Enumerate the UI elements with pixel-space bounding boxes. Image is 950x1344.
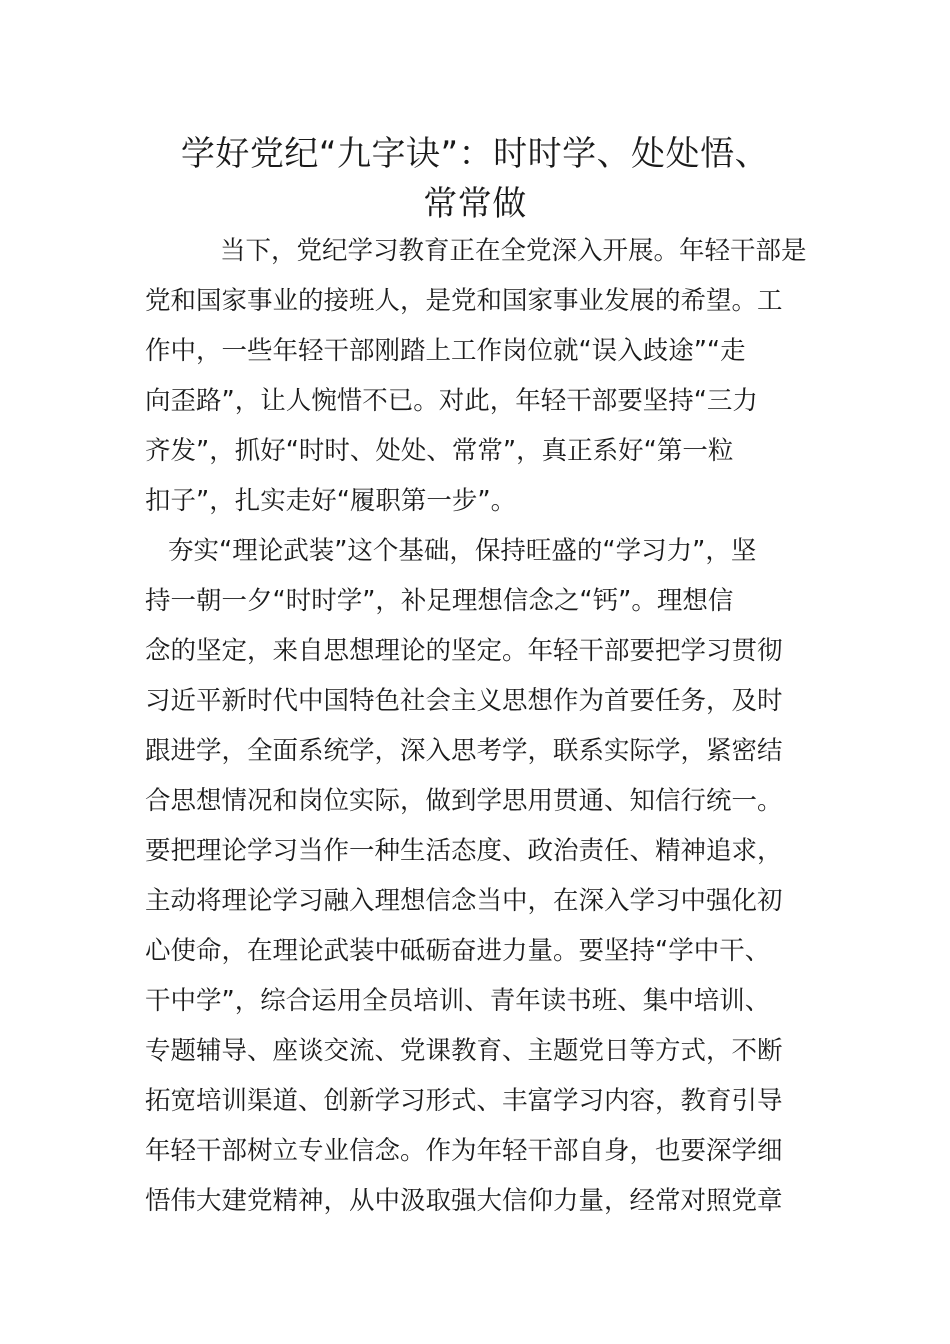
body-line: 拓宽培训渠道、创新学习形式、丰富学习内容，教育引导 (145, 1086, 783, 1116)
body-line: 向歪路”，让人惋惜不已。对此，年轻干部要坚持“三力 (145, 386, 758, 416)
body-line: 心使命，在理论武装中砥砺奋进力量。要坚持“学中干、 (145, 936, 771, 966)
body-line: 持一朝一夕“时时学”，补足理想信念之“钙”。理想信 (145, 586, 734, 616)
body-line: 悟伟大建党精神，从中汲取强大信仰力量，经常对照党章 (145, 1186, 783, 1216)
body-line: 专题辅导、座谈交流、党课教育、主题党日等方式，不断 (145, 1036, 783, 1066)
body-line: 念的坚定，来自思想理论的坚定。年轻干部要把学习贯彻 (145, 636, 783, 666)
body-line: 作中，一些年轻干部刚踏上工作岗位就“误入歧途”“走 (145, 336, 746, 366)
body-line: 党和国家事业的接班人，是党和国家事业发展的希望。工 (145, 286, 783, 316)
body-line: 齐发”，抓好“时时、处处、常常”，真正系好“第一粒 (145, 436, 734, 466)
body-line: 扣子”，扎实走好“履职第一步”。 (145, 486, 517, 516)
body-line: 主动将理论学习融入理想信念当中，在深入学习中强化初 (145, 886, 783, 916)
body-line: 合思想情况和岗位实际，做到学思用贯通、知信行统一。 (145, 786, 783, 816)
body-line: 要把理论学习当作一种生活态度、政治责任、精神追求， (145, 836, 783, 866)
document-title-line-2: 常常做 (423, 184, 527, 224)
body-line: 夯实“理论武装”这个基础，保持旺盛的“学习力”，坚 (168, 536, 757, 566)
document-title-line-1: 学好党纪“九字诀”：时时学、处处悟、 (180, 134, 770, 174)
body-line: 跟进学，全面系统学，深入思考学，联系实际学，紧密结 (145, 736, 783, 766)
body-line: 干中学”，综合运用全员培训、青年读书班、集中培训、 (145, 986, 771, 1016)
body-line: 年轻干部树立专业信念。作为年轻干部自身，也要深学细 (145, 1136, 783, 1166)
body-line: 当下，党纪学习教育正在全党深入开展。年轻干部是 (220, 236, 807, 266)
body-line: 习近平新时代中国特色社会主义思想作为首要任务，及时 (145, 686, 783, 716)
